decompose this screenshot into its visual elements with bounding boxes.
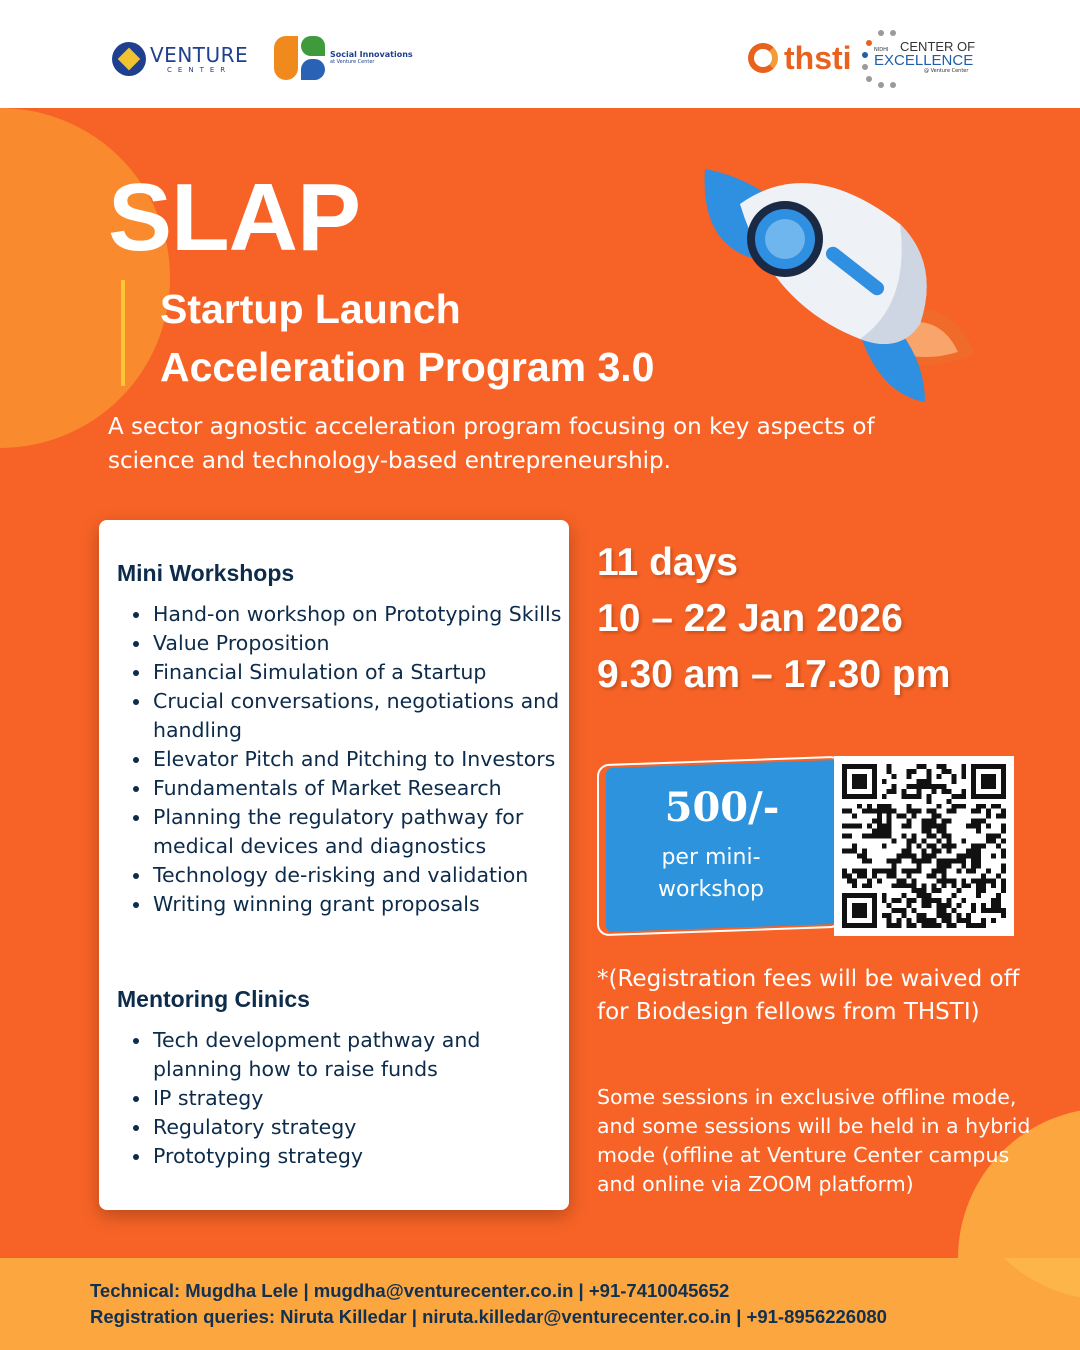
list-item: Technology de-risking and validation (153, 861, 563, 890)
duration-days: 11 days (597, 541, 738, 584)
program-card (99, 520, 569, 1210)
thsti-name: thsti (784, 40, 852, 76)
title-accent-bar (121, 280, 125, 386)
coe-nidhi: NIDHI (874, 47, 889, 53)
page-subtitle (160, 280, 760, 396)
coe-line1: CENTER OF (900, 39, 976, 54)
list-item: Writing winning grant proposals (153, 890, 563, 919)
registration-contact: Registration queries: Niruta Killedar | niruta.killedar@venturecenter.co.in | +91-8956226080 (90, 1306, 887, 1327)
social-innovations-line1: Social Innovations (330, 49, 413, 59)
list-item: Fundamentals of Market Research (153, 774, 563, 803)
list-item: IP strategy (153, 1084, 563, 1113)
list-item: Prototyping strategy (153, 1142, 563, 1171)
subtitle-line1: Startup Launch (160, 286, 461, 332)
session-mode-note: Some sessions in exclusive offline mode, and some sessions will be held in a hybrid mode (offline at Venture Center campus and online via ZOOM platform) (597, 1085, 1031, 1196)
venture-center-emblem-icon (112, 42, 146, 76)
main-panel (0, 108, 1080, 1258)
page-title: SLAP (108, 164, 361, 271)
list-item: Tech development pathway and planning how to raise funds (153, 1026, 563, 1084)
list-item: Planning the regulatory pathway for medical devices and diagnostics (153, 803, 563, 861)
qr-code-icon (842, 764, 1006, 928)
fee-amount: 500/- (664, 784, 780, 831)
thsti-ring-icon (748, 43, 778, 73)
list-item: Crucial conversations, negotiations and handling (153, 687, 563, 745)
coe-line3: @ Venture Center (924, 68, 969, 74)
header-bar (0, 0, 1080, 108)
list-item: Value Proposition (153, 629, 563, 658)
venture-center-name: VENTURE (150, 42, 249, 67)
list-item: Hand-on workshop on Prototyping Skills (153, 600, 563, 629)
coe-logo (862, 30, 982, 90)
fee-label: per mini-workshop (657, 845, 765, 902)
clinics-heading: Mentoring Clinics (117, 986, 310, 1012)
subtitle-line2: Acceleration Program 3.0 (160, 344, 655, 390)
registration-qr-code[interactable] (834, 756, 1014, 936)
coe-line2: EXCELLENCE (874, 52, 974, 69)
workshops-heading: Mini Workshops (117, 560, 295, 586)
venture-center-logo (112, 40, 248, 78)
workshops-list (153, 600, 563, 919)
technical-contact: Technical: Mugdha Lele | mugdha@venturecenter.co.in | +91-7410045652 (90, 1280, 730, 1301)
fee-waiver-note: *(Registration fees will be waived off for Biodesign fellows from THSTI) (597, 966, 1020, 1025)
program-dates: 10 – 22 Jan 2026 (597, 597, 903, 640)
decorative-circle-left (0, 108, 170, 448)
venture-center-sub: CENTER (167, 65, 232, 74)
social-innovations-emblem-icon (274, 36, 326, 80)
contact-footer (0, 1258, 1080, 1350)
clinics-list (153, 1026, 563, 1171)
social-innovations-line2: at Venture Center (330, 58, 375, 65)
decorative-circle-footer (958, 1258, 1080, 1300)
program-time: 9.30 am – 17.30 pm (597, 653, 951, 696)
thsti-logo (748, 42, 852, 74)
list-item: Financial Simulation of a Startup (153, 658, 563, 687)
list-item: Elevator Pitch and Pitching to Investors (153, 745, 563, 774)
social-innovations-logo (274, 36, 413, 80)
list-item: Regulatory strategy (153, 1113, 563, 1142)
tagline: A sector agnostic acceleration program focusing on key aspects of science and technology-based entrepreneurship. (108, 414, 875, 474)
rocket-icon (700, 164, 990, 404)
